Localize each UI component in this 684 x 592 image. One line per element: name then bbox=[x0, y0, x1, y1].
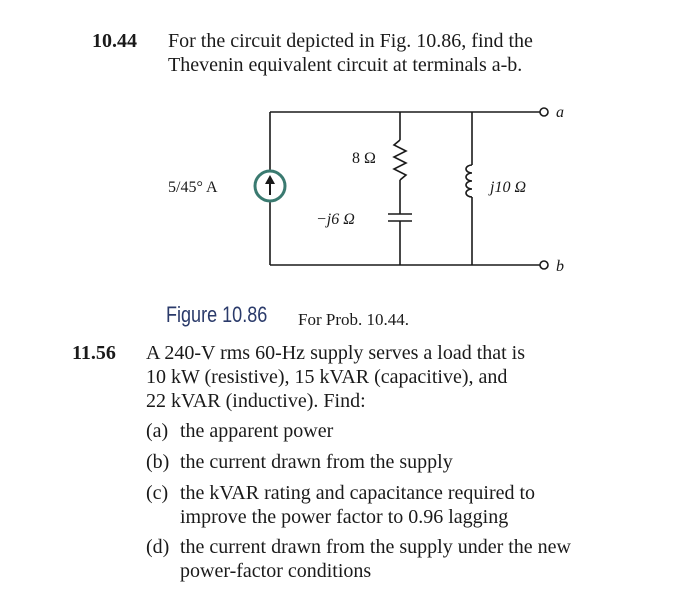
inductor-symbol bbox=[466, 165, 472, 197]
item-d-text-2: power-factor conditions bbox=[180, 560, 372, 582]
item-c-label: (c) bbox=[146, 482, 169, 504]
item-c-text-1: the kVAR rating and capacitance required to bbox=[180, 482, 536, 504]
problem-number-11-56: 11.56 bbox=[72, 342, 116, 364]
problem-number-10-44: 10.44 bbox=[92, 30, 137, 52]
item-d-label: (d) bbox=[146, 536, 170, 558]
capacitor-label: −j6 Ω bbox=[316, 211, 355, 228]
terminal-a bbox=[540, 108, 548, 116]
item-a-text: the apparent power bbox=[180, 420, 334, 442]
terminal-a-label: a bbox=[556, 104, 564, 121]
resistor-label: 8 Ω bbox=[352, 150, 376, 167]
item-d-text-1: the current drawn from the supply under the new bbox=[180, 536, 571, 558]
problem1-line-1: For the circuit depicted in Fig. 10.86, find the bbox=[168, 30, 533, 52]
source-label: 5/45° A bbox=[168, 179, 218, 196]
terminal-b-label: b bbox=[556, 258, 564, 275]
item-c-text-2: improve the power factor to 0.96 lagging bbox=[180, 506, 509, 528]
problem2-line-3: 22 kVAR (inductive). Find: bbox=[146, 390, 366, 412]
item-b-text: the current drawn from the supply bbox=[180, 451, 453, 473]
item-b-label: (b) bbox=[146, 451, 170, 473]
terminal-b bbox=[540, 261, 548, 269]
figure-title: Figure 10.86 bbox=[166, 302, 268, 327]
figure-caption: For Prob. 10.44. bbox=[298, 310, 409, 329]
inductor-label: j10 Ω bbox=[490, 179, 527, 196]
problem1-line-2: Thevenin equivalent circuit at terminals a-b. bbox=[168, 54, 523, 76]
problem2-line-1: A 240-V rms 60-Hz supply serves a load that is bbox=[146, 342, 526, 364]
item-a-label: (a) bbox=[146, 420, 169, 442]
resistor-symbol bbox=[394, 140, 406, 180]
problem2-line-2: 10 kW (resistive), 15 kVAR (capacitive), and bbox=[146, 366, 508, 388]
